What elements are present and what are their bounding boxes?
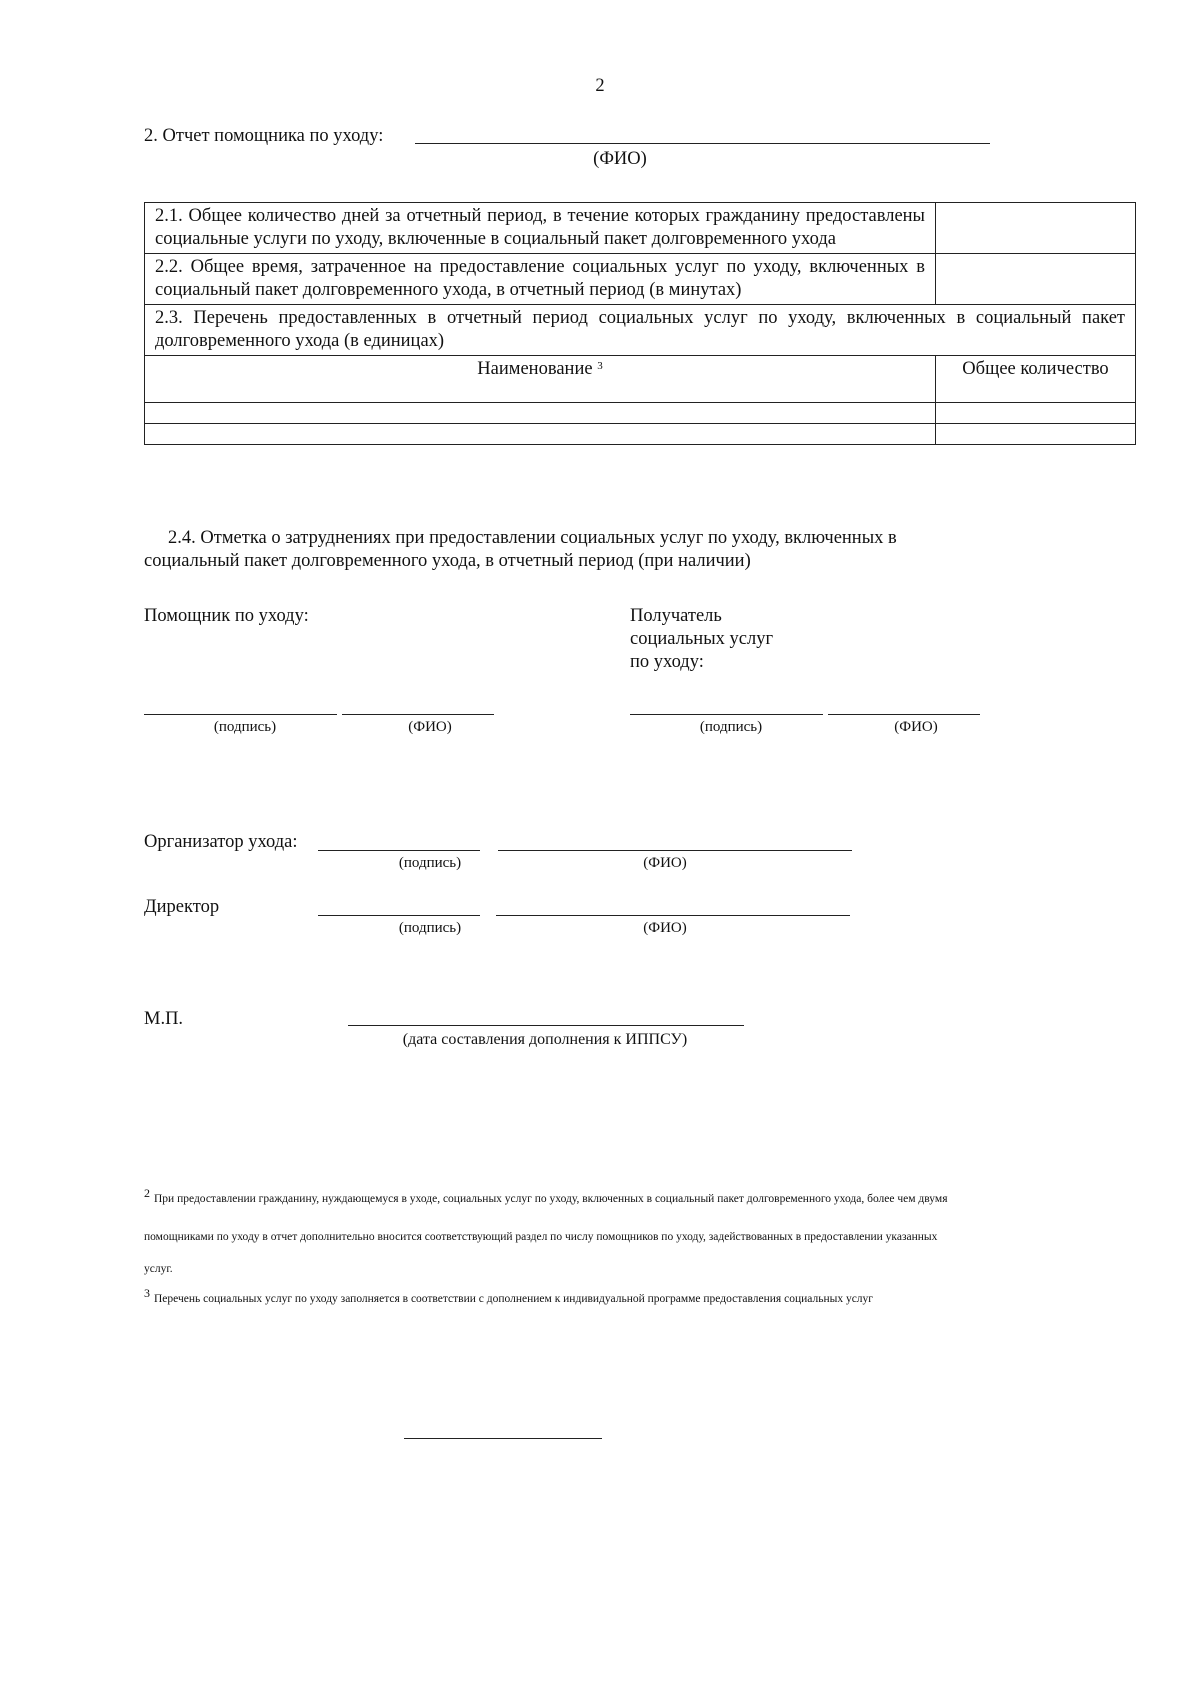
date-caption: (дата составления дополнения к ИППСУ)	[402, 1031, 688, 1048]
recipient-label-line1: Получатель	[630, 606, 722, 626]
section-2-4-line1: 2.4. Отметка о затруднениях при предоставлении социальных услуг по уходу, включенных в	[168, 528, 897, 548]
director-label: Директор	[144, 897, 220, 917]
bottom-separator	[404, 1438, 602, 1439]
recipient-fio-line	[828, 714, 980, 715]
table-row	[145, 203, 1136, 254]
row-2-2-value[interactable]	[936, 254, 1136, 305]
table-header-row	[145, 356, 1136, 403]
organizer-signature-line	[318, 850, 480, 851]
helper-signature-line	[144, 714, 337, 715]
director-signature-line	[318, 915, 480, 916]
recipient-signature-line	[630, 714, 823, 715]
helper-label: Помощник по уходу:	[144, 606, 309, 626]
organizer-signature-caption: (подпись)	[398, 855, 462, 871]
column-header-total: Общее количество	[936, 356, 1136, 403]
recipient-signature-caption: (подпись)	[699, 719, 763, 735]
helper-fio-sign-caption: (ФИО)	[408, 719, 452, 735]
organizer-label: Организатор ухода:	[144, 832, 298, 852]
section-2-4-line2: социальный пакет долговременного ухода, в отчетный период (при наличии)	[144, 551, 751, 571]
table-row	[145, 403, 1136, 424]
helper-fio-line	[415, 143, 990, 144]
row-2-1-label: 2.1. Общее количество дней за отчетный период, в течение которых гражданину предоставлены социальные услуги по уходу, включенные в социальный пакет долговременного ухода	[145, 203, 936, 254]
service-name-cell[interactable]	[145, 424, 936, 445]
service-name-cell[interactable]	[145, 403, 936, 424]
director-fio-line	[496, 915, 850, 916]
helper-signature-caption: (подпись)	[213, 719, 277, 735]
footnote-3-text1: Перечень социальных услуг по уходу заполняется в соответствии с дополнением к индивидуальной программе предоставления социальных услуг	[154, 1293, 874, 1305]
column-header-name	[145, 356, 936, 403]
column-header-name-text: Наименование	[477, 359, 593, 379]
row-2-1-value[interactable]	[936, 203, 1136, 254]
footnote-2-mark: 2	[144, 1186, 150, 1200]
footnote-ref-3: 3	[597, 360, 603, 372]
date-line	[348, 1025, 744, 1026]
table-row	[145, 424, 1136, 445]
footnote-2-line2: помощниками по уходу в отчет дополнительно вносится соответствующий раздел по числу помощников по уходу, задействованных в предоставлении указанных	[144, 1231, 938, 1243]
footnote-3-line1	[144, 1286, 1104, 1306]
footnote-2-text1: При предоставлении гражданину, нуждающемуся в уходе, социальных услуг по уходу, включенных в социальный пакет долговременного ухода, более чем двумя	[154, 1193, 948, 1205]
report-table	[144, 202, 1136, 445]
recipient-label-line3: по уходу:	[630, 652, 704, 672]
footnote-2-line1	[144, 1186, 1104, 1206]
section-2-title: 2. Отчет помощника по уходу:	[144, 126, 384, 146]
row-2-2-label: 2.2. Общее время, затраченное на предоставление социальных услуг по уходу, включенных в социальный пакет долговременного ухода, в отчетный период (в минутах)	[145, 254, 936, 305]
footnote-3-mark: 3	[144, 1286, 150, 1300]
table-row	[145, 305, 1136, 356]
service-total-cell[interactable]	[936, 424, 1136, 445]
table-row	[145, 254, 1136, 305]
helper-fio-caption: (ФИО)	[593, 149, 647, 169]
director-fio-caption: (ФИО)	[643, 920, 687, 936]
director-signature-caption: (подпись)	[398, 920, 462, 936]
organizer-fio-caption: (ФИО)	[643, 855, 687, 871]
stamp-label: М.П.	[144, 1009, 184, 1029]
service-total-cell[interactable]	[936, 403, 1136, 424]
helper-fio-sign-line	[342, 714, 494, 715]
recipient-label-line2: социальных услуг	[630, 629, 774, 649]
row-2-3-label: 2.3. Перечень предоставленных в отчетный период социальных услуг по уходу, включенных в социальный пакет долговременного ухода (в единицах)	[145, 305, 1136, 356]
recipient-fio-caption: (ФИО)	[894, 719, 938, 735]
page-number: 2	[595, 76, 605, 96]
footnote-2-line3: услуг.	[144, 1263, 173, 1275]
organizer-fio-line	[498, 850, 852, 851]
